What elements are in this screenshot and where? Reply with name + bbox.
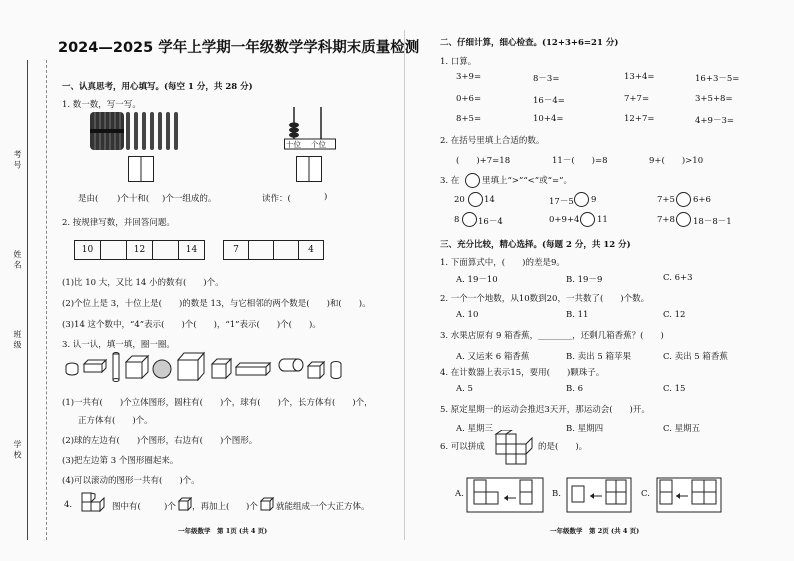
- p3-q2-opt-c[interactable]: C. 12: [663, 310, 686, 320]
- seq2-cell-2[interactable]: [248, 240, 274, 260]
- p3-q5: 5. 原定星期一的运动会推迟3天开，那运动会( )开。: [440, 405, 650, 415]
- small-cylinder-icon: [331, 362, 341, 379]
- oral-r1-c2: 8－3=: [533, 74, 560, 84]
- p3-q6-b: 的是( )。: [538, 442, 588, 452]
- page-divider: [404, 30, 405, 540]
- q4-text-3: ，再加上(: [192, 502, 230, 512]
- p3-q3: 3. 水果店原有 9 箱香蕉，________，还剩几箱香蕉？( ): [440, 331, 664, 341]
- cmp-circle-r1-3[interactable]: [676, 192, 691, 207]
- oral-label: 1. 口算。: [440, 57, 477, 67]
- cmp-r2-left-1: 8: [454, 215, 460, 225]
- q4-text-2: )个: [164, 502, 176, 512]
- oral-r2-c3: 7+7=: [624, 94, 650, 104]
- option-c-figure[interactable]: [656, 474, 722, 514]
- compare-label: 3. 在: [440, 176, 460, 186]
- cmp-r2-left-2: 0+9+4: [549, 215, 580, 225]
- part2-heading: 二、仔细计算，细心检查。(12+3+6=21 分): [440, 38, 619, 48]
- cmp-r2-right-3: 18－8－1: [693, 217, 732, 227]
- option-b-figure[interactable]: [566, 474, 632, 514]
- cmp-r2-right-2: 11: [597, 215, 608, 225]
- seq1-cell-3[interactable]: 12: [126, 240, 153, 260]
- cmp-r2-right-1: 16－4: [478, 217, 503, 227]
- tall-cylinder-icon: [113, 353, 119, 382]
- seq2-cell-1[interactable]: 7: [223, 240, 249, 260]
- oral-r3-c3: 12+7=: [624, 114, 655, 124]
- cmp-r1-left-3: 7+5: [657, 195, 675, 205]
- oral-r3-c2: 10+4=: [533, 114, 564, 124]
- p3-q4-opt-a[interactable]: A. 5: [456, 384, 473, 394]
- part3-heading: 三、充分比较，精心选择。(每题 2 分，共 12 分): [440, 240, 631, 250]
- long-cuboid-icon: [236, 363, 270, 375]
- answer-grid-2[interactable]: [296, 156, 322, 182]
- single-sticks-icon: [124, 112, 184, 150]
- p3-q6-opt-b[interactable]: B.: [552, 489, 561, 499]
- cmp-r1-right-3: 6+6: [693, 195, 711, 205]
- option-a-figure[interactable]: [466, 474, 544, 514]
- sphere-icon: [153, 360, 171, 378]
- oral-r1-c4: 16+3－5=: [695, 74, 740, 84]
- q3-sub-2: (2)球的左边有( )个图形，右边有( )个图形。: [62, 436, 258, 446]
- small-cube-unit-icon-2: [260, 497, 274, 511]
- cmp-circle-r2-1[interactable]: [462, 212, 477, 227]
- seq1-cell-5[interactable]: 14: [178, 240, 205, 260]
- cube-stack-icon: [80, 492, 106, 516]
- q3-label: 3. 认一认，填一填，圈一圈。: [62, 340, 175, 350]
- q1-label: 1. 数一数，写一写。: [62, 100, 141, 110]
- p3-q6-opt-c[interactable]: C.: [641, 489, 650, 499]
- oral-r2-c4: 3+5+8=: [695, 94, 733, 104]
- cmp-r1-left-2: 17－5: [549, 197, 574, 207]
- q4-text-4: )个: [246, 502, 258, 512]
- p3-q5-opt-c[interactable]: C. 星期五: [663, 424, 701, 434]
- p3-q3-opt-a[interactable]: A. 又运来 6 箱香蕉: [456, 352, 530, 362]
- oral-r3-c4: 4+9－3=: [695, 116, 734, 126]
- cmp-circle-r2-3[interactable]: [676, 212, 691, 227]
- small-cube-unit-icon: [178, 497, 192, 511]
- q4-text-5: 就能组成一个大正方体。: [276, 502, 370, 512]
- p3-q5-opt-a[interactable]: A. 星期三: [456, 424, 494, 434]
- seq1-cell-2[interactable]: [100, 240, 127, 260]
- q2-label: 2. 按规律写数，并回答问题。: [62, 218, 175, 228]
- cube-icon-2: [212, 359, 231, 378]
- q1-read-end: ): [324, 192, 328, 202]
- cmp-circle-r1-2[interactable]: [574, 192, 589, 207]
- p3-q1-opt-b[interactable]: B. 19－9: [566, 275, 603, 285]
- cuboid-flat-icon: [84, 360, 106, 372]
- school-label: 学 校: [13, 440, 22, 459]
- cylinder-flat-icon: [66, 363, 78, 375]
- abacus-tens-label: 十位: [286, 140, 301, 149]
- p3-q2-opt-a[interactable]: A. 10: [456, 310, 479, 320]
- q1-text-a: 是由(: [78, 194, 99, 204]
- p3-q4-opt-c[interactable]: C. 15: [663, 384, 686, 394]
- page-title: 2024—2025 学年上学期一年级数学学科期末质量检测: [58, 40, 420, 56]
- p3-q2-opt-b[interactable]: B. 11: [566, 310, 589, 320]
- seq2-cell-3[interactable]: [273, 240, 299, 260]
- answer-grid-1[interactable]: [128, 156, 154, 182]
- cmp-r1-right-2: 9: [591, 195, 597, 205]
- solids-row: [64, 350, 364, 384]
- cmp-r1-left-1: 20: [454, 195, 465, 205]
- class-label: 班 级: [13, 330, 22, 349]
- stick-bundle-icon: [90, 112, 124, 150]
- p3-q1-opt-a[interactable]: A. 19－10: [456, 275, 498, 285]
- cmp-circle-r1-1[interactable]: [468, 192, 483, 207]
- fill-item-1: ( )+7=18: [456, 156, 511, 166]
- seq1-cell-4[interactable]: [152, 240, 179, 260]
- cut-line: [46, 60, 47, 540]
- name-label: 姓 名: [13, 250, 22, 269]
- q3-sub-4: (4)可以滚动的图形一共有( )个。: [62, 476, 200, 486]
- part1-heading: 一、认真思考，用心填写。(每空 1 分，共 28 分): [62, 82, 253, 92]
- abacus-ones-label: 个位: [311, 140, 326, 149]
- p3-q4-opt-b[interactable]: B. 6: [566, 384, 584, 394]
- p3-q3-opt-b[interactable]: B. 卖出 5 箱苹果: [566, 352, 631, 362]
- q3-sub-3: (3)把左边第 3 个图形圈起来。: [62, 456, 179, 466]
- footer-right: 一年级数学 第 2页 (共 4 页): [550, 527, 640, 535]
- p3-q2: 2. 一个一个地数，从10数到20，一共数了( )个数。: [440, 294, 650, 304]
- q1-text-b: )个十和(: [117, 194, 150, 204]
- binding-line: [27, 60, 28, 540]
- cylinder-icon: [279, 359, 303, 371]
- oral-r1-c3: 13+4=: [624, 72, 655, 82]
- q1-text-c: )个一组成的。: [162, 194, 217, 204]
- oral-r3-c1: 8+5=: [456, 114, 482, 124]
- fill-item-3: 9+( )>10: [649, 156, 704, 166]
- p3-q3-opt-c[interactable]: C. 卖出 5 箱香蕉: [663, 352, 728, 362]
- small-cube-icon: [308, 362, 324, 378]
- p3-q5-opt-b[interactable]: B. 星期四: [566, 424, 604, 434]
- cmp-r1-right-1: 14: [484, 195, 495, 205]
- p3-q6-opt-a[interactable]: A.: [455, 489, 464, 499]
- seq1-cell-1[interactable]: 10: [74, 240, 101, 260]
- p3-q1: 1. 下面算式中，( )的差是9。: [440, 258, 565, 268]
- p3-q4: 4. 在计数器上表示15，要用( )颗珠子。: [440, 368, 605, 378]
- oral-r2-c1: 0+6=: [456, 94, 482, 104]
- exam-no-label: 考 号: [13, 150, 22, 169]
- q4-text-1: 图中有(: [112, 502, 141, 512]
- compare-label-2: 里填上“>”“<”或“=”。: [482, 176, 572, 186]
- cmp-circle-r2-2[interactable]: [580, 212, 595, 227]
- footer-left: 一年级数学 第 1页 (共 4 页): [178, 527, 268, 535]
- q2-sub-2: (2)个位上是 3，十位上是( )的数是 13，与它相邻的两个数是( )和( )。: [62, 299, 371, 309]
- q2-sub-1: (1)比 10 大，又比 14 小的数有( )个。: [62, 278, 224, 288]
- cube-icon: [126, 356, 148, 378]
- oral-r2-c2: 16－4=: [533, 96, 565, 106]
- q4-num: 4.: [64, 500, 73, 510]
- fill-label: 2. 在括号里填上合适的数。: [440, 136, 545, 146]
- target-shape-icon: [494, 430, 534, 466]
- q2-sub-3: (3)14 这个数中，“4”表示( )个( )，“1”表示( )个( )。: [62, 320, 321, 330]
- q1-read-label: 读作：(: [262, 194, 291, 204]
- fill-item-2: 11－( )=8: [552, 156, 608, 166]
- p3-q6-a: 6. 可以拼成: [440, 442, 485, 452]
- q3-sub-1a: (1)一共有( )个立体图形，圆柱有( )个，球有( )个，长方体有( )个，: [62, 398, 373, 408]
- compare-circle-icon: [465, 173, 480, 188]
- cmp-r2-left-3: 7+8: [657, 215, 675, 225]
- oral-r1-c1: 3+9=: [456, 72, 482, 82]
- large-cube-icon: [178, 353, 204, 380]
- q3-sub-1b: 正方体有( )个。: [78, 416, 153, 426]
- seq2-cell-4[interactable]: 4: [298, 240, 324, 260]
- p3-q1-opt-c[interactable]: C. 6+3: [663, 273, 693, 283]
